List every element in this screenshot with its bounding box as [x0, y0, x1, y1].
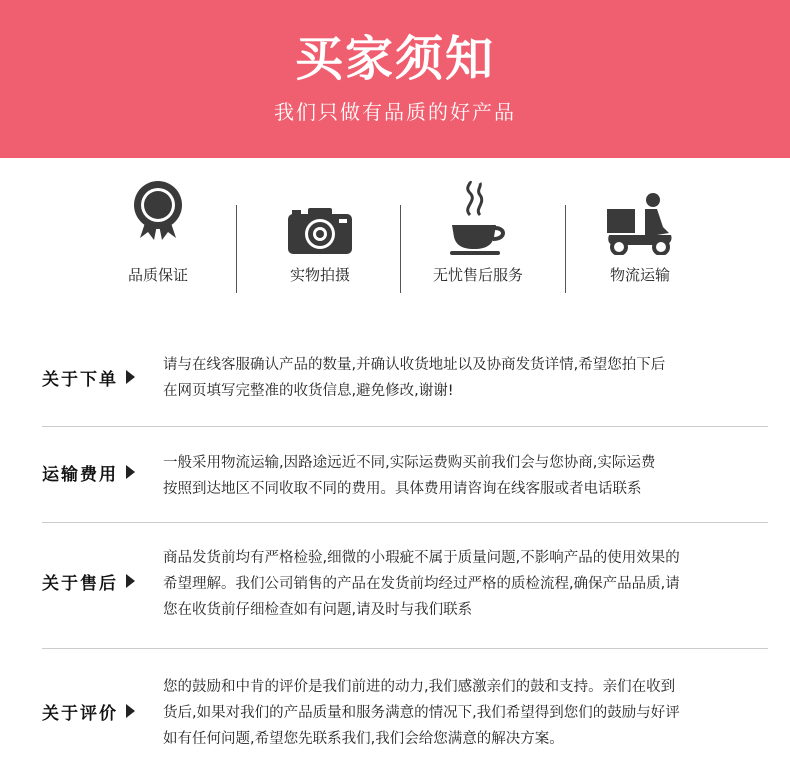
faq-text: 您的鼓励和中肯的评价是我们前进的动力,我们感激亲们的鼓和支持。亲们在收到 货后,如果对我们的产品质量和服务满意的情况下,我们希望得到您们的鼓励与好评 如有任何问题,希望您先联系我们,我们会给您满意的解决方案。 — [163, 679, 680, 747]
coffee-cup-icon — [448, 181, 508, 261]
feature-quality — [78, 175, 238, 295]
faq-title: 运输费用 — [42, 463, 135, 487]
page-title: 买家须知 — [294, 31, 495, 87]
arrow-right-icon — [126, 574, 135, 588]
feature-label: 品质保证 — [127, 266, 188, 284]
divider — [42, 426, 768, 427]
faq-title: 关于下单 — [42, 368, 135, 392]
feature-strip — [0, 175, 790, 295]
faq-text: 一般采用物流运输,因路途远近不同,实际运费购买前我们会与您协商,实际运费 按照到达地区不同收取不同的费用。具体费用请咨询在线客服或者电话联系 — [163, 455, 656, 497]
feature-photo — [240, 175, 400, 295]
feature-logistics — [560, 175, 720, 295]
arrow-right-icon — [126, 704, 135, 718]
page-subtitle: 我们只做有品质的好产品 — [274, 100, 516, 124]
feature-label: 实物拍摄 — [289, 266, 350, 284]
divider — [236, 205, 237, 293]
faq-text: 请与在线客服确认产品的数量,并确认收货地址以及协商发货详情,希望您拍下后 在网页填写完整准的收货信息,避免修改,谢谢! — [163, 357, 666, 399]
faq-text: 商品发货前均有严格检验,细微的小瑕疵不属于质量问题,不影响产品的使用效果的 希望理解。我们公司销售的产品在发货前均经过严格的质检流程,确保产品品质,请 您在收货前仔细检查如有问题,请及时与我们联系 — [163, 550, 680, 618]
faq-title: 关于评价 — [42, 702, 135, 726]
camera-icon — [287, 207, 353, 259]
arrow-right-icon — [126, 465, 135, 479]
feature-after-sales — [398, 175, 558, 295]
header-banner — [0, 0, 790, 158]
divider — [42, 522, 768, 523]
divider — [42, 648, 768, 649]
delivery-scooter-icon — [605, 193, 675, 259]
award-badge-icon — [130, 180, 186, 246]
arrow-right-icon — [126, 370, 135, 384]
feature-label: 无忧售后服务 — [432, 266, 523, 284]
feature-label: 物流运输 — [609, 266, 670, 284]
faq-title: 关于售后 — [42, 572, 135, 596]
